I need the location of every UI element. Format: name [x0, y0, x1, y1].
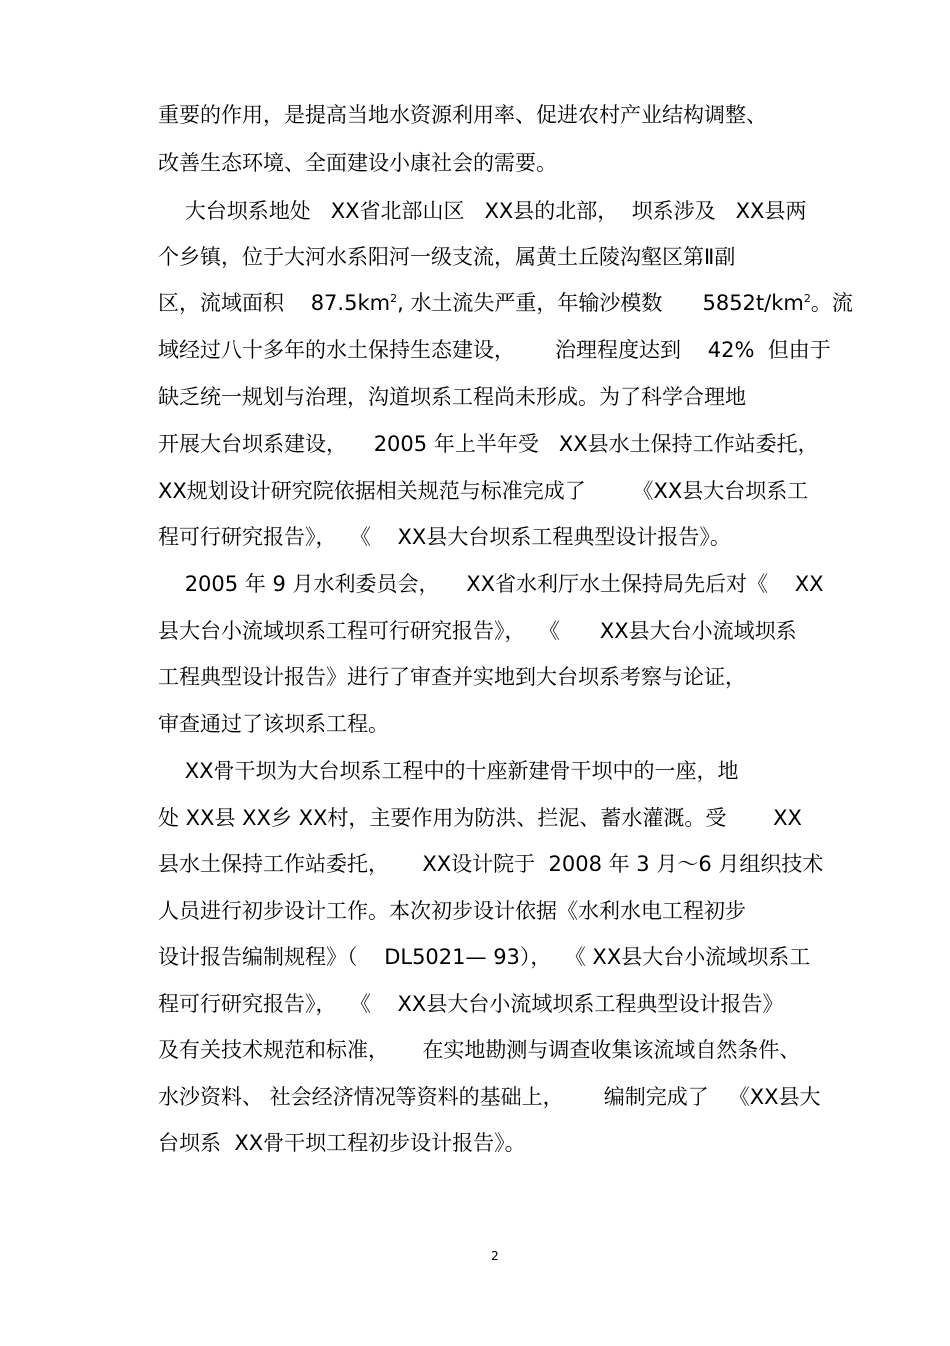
text-line: 大台坝系地处 XX省北部山区 XX县的北部， 坝系涉及 XX县两: [158, 199, 807, 223]
text-line: 县大台小流域坝系工程可行研究报告》， 《 XX县大台小流域坝系: [158, 619, 797, 643]
text-segment: 区，流域面积 87.5km: [158, 291, 391, 315]
text-line: 处 XX县 XX乡 XX村，主要作用为防洪、拦泥、蓄水灌溉。受 XX: [158, 806, 802, 830]
text-line: 2005 年 9 月水利委员会， XX省水利厅水土保持局先后对《 XX: [158, 572, 824, 596]
text-line: 审查通过了该坝系工程。: [158, 712, 389, 736]
text-line: 水沙资料、 社会经济情况等资料的基础上， 编制完成了 《XX县大: [158, 1085, 821, 1109]
text-line: 程可行研究报告》， 《 XX县大台小流域坝系工程典型设计报告》: [158, 992, 784, 1016]
text-line: 设计报告编制规程》（ DL5021— 93）， 《 XX县大台小流域坝系工: [158, 945, 811, 969]
text-segment: , 水土流失严重，年输沙模数 5852t/km: [397, 291, 804, 315]
text-segment: 。流: [810, 291, 853, 315]
text-line: [158, 289, 853, 317]
text-line: 缺乏统一规划与治理，沟道坝系工程尚未形成。为了科学合理地: [158, 385, 746, 409]
text-line: 及有关技术规范和标准， 在实地勘测与调查收集该流域自然条件、: [158, 1038, 801, 1062]
text-line: 改善生态环境、全面建设小康社会的需要。: [158, 151, 557, 175]
text-line: 个乡镇，位于大河水系阳河一级支流，属黄土丘陵沟壑区第Ⅱ副: [158, 245, 736, 269]
text-line: XX规划设计研究院依据相关规范与标准完成了 《XX县大台坝系工: [158, 479, 809, 503]
text-line: XX骨干坝为大台坝系工程中的十座新建骨干坝中的一座，地: [158, 759, 739, 783]
text-line: 县水土保持工作站委托， XX设计院于 2008 年 3 月～6 月组织技术: [158, 852, 824, 876]
text-line: 工程典型设计报告》进行了审查并实地到大台坝系考察与论证，: [158, 665, 746, 689]
text-line: 程可行研究报告》， 《 XX县大台坝系工程典型设计报告》。: [158, 525, 731, 549]
superscript: 2: [803, 292, 811, 305]
page-number: 2: [491, 1249, 499, 1263]
text-line: 域经过八十多年的水土保持生态建设， 治理程度达到 42% 但由于: [158, 338, 831, 362]
text-line: 台坝系 XX骨干坝工程初步设计报告》。: [158, 1131, 526, 1155]
superscript: 2: [390, 292, 398, 305]
text-line: 开展大台坝系建设， 2005 年上半年受 XX县水土保持工作站委托，: [158, 432, 819, 456]
text-line: 人员进行初步设计工作。本次初步设计依据《水利水电工程初步: [158, 899, 746, 923]
text-line: 重要的作用，是提高当地水资源利用率、促进农村产业结构调整、: [158, 103, 767, 127]
